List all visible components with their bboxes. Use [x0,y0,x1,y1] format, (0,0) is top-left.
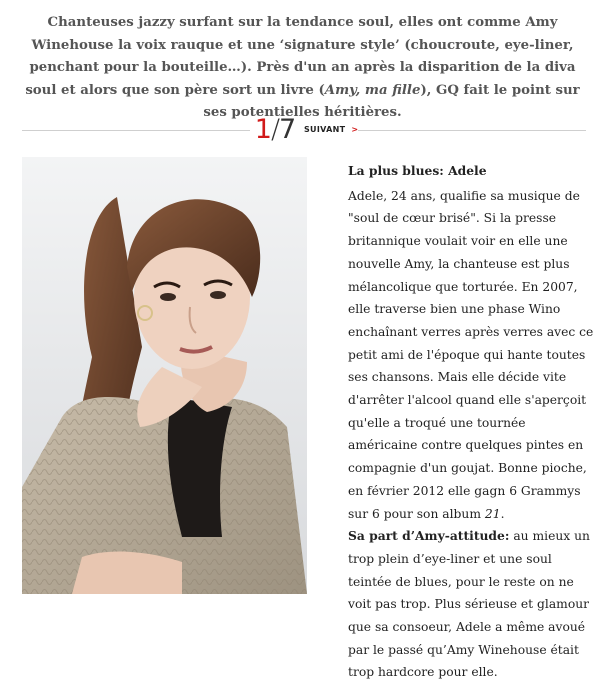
article-text: Adele, 24 ans, qualifie sa musique de "soul de cœur brisé". Si la presse britannique voulait voir en elle une nouvelle Amy, la chanteuse est plus mélancolique que torturée. En 2007, elle traverse bien une phase Wino enchaînant verres après verres avec ce petit ami de l'époque qui hante toutes ses chansons. Mais elle décide vite d'arrêter l'alcool quand elle s'aperçoit qu'elle a troqué une tournée américaine contre quelques pintes en compagnie d'un goujat. Bonne pioche, en février 2012 elle gagn 6 Grammys sur 6 pour son album [348,188,594,521]
album-title: 21 [484,506,501,521]
pager-divider-left [22,130,250,131]
page-separator: / [270,114,280,145]
next-label: SUIVANT [304,125,346,134]
current-page: 1 [254,114,271,145]
article-paragraph [348,185,598,684]
slide-pager [0,114,605,148]
total-pages: 7 [279,114,296,145]
pager-divider-right [358,130,586,131]
artist-photo [22,157,307,594]
portrait-illustration [22,157,307,594]
attitude-label: Sa part d’Amy-attitude: [348,528,510,544]
next-button[interactable] [304,125,358,134]
attitude-text: au mieux un trop plein d’eye-liner et une soul teintée de blues, pour le reste on ne voit pas trop. Plus sérieuse et glamour que sa consoeur, Adele a même avoué par le passé qu’Amy Winehouse était trop hardcore pour elle. [348,529,590,680]
article-heading: La plus blues: Adele [348,163,487,178]
intro-text-part2: ), GQ fait le point sur ses potentielles héritières. [203,82,580,121]
article-body [348,160,598,684]
next-arrow-icon: > [351,125,359,134]
book-title: Amy, ma fille [324,82,421,98]
page-counter [250,114,300,146]
intro-paragraph [18,12,587,125]
article-text-end: . [500,506,505,521]
intro-text-part1: Chanteuses jazzy surfant sur la tendance soul, elles ont comme Amy Winehouse la voix rauque et une ‘signature style’ (choucroute, eye-liner, penchant pour la bouteille…). Près d'un an après la disparition de la diva soul et alors que son père sort un livre ( [25,15,576,98]
